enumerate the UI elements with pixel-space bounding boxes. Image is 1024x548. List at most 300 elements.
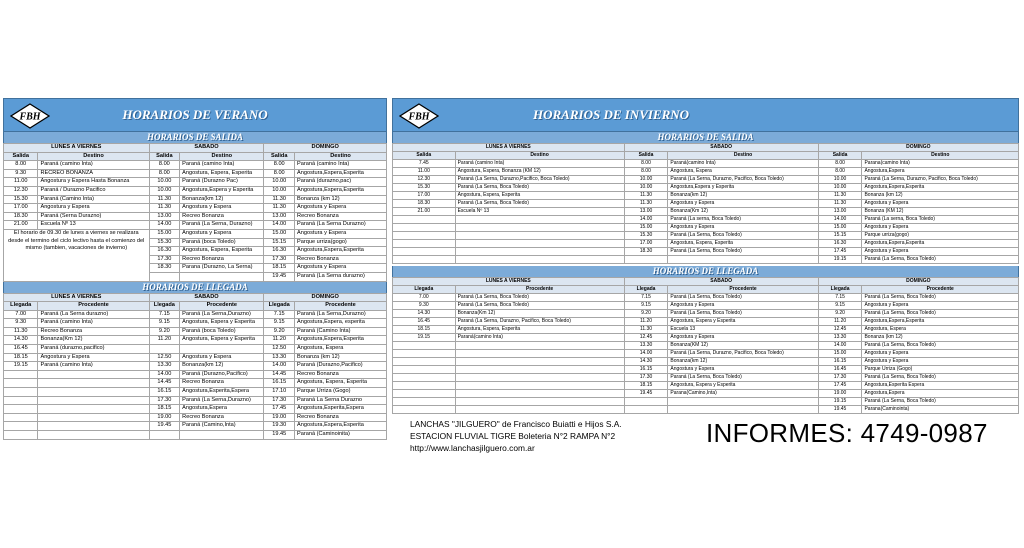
table-row [393,334,1019,342]
time-cell [624,406,668,414]
group-label: LUNES A VIERNES [393,144,625,152]
place-cell [455,382,624,390]
place-cell: Bonanza(km 12) [668,358,818,366]
time-cell: 14.00 [818,342,862,350]
invierno-llegada-table [392,277,1019,414]
place-cell: Angostura,Espera y Esperita [668,184,818,192]
table-row [4,405,387,414]
time-cell: 11.30 [264,195,295,204]
place-cell: Paraná (La Serna, Boca Toledo) [862,256,1019,264]
fbh-logo-icon [399,103,439,129]
column-header: Procedente [455,286,624,294]
time-cell: 7.15 [264,310,295,319]
place-cell: Parana(Caminointa) [862,406,1019,414]
table-row [393,224,1019,232]
place-cell: Angostura y Espera [180,229,264,238]
time-cell [149,431,180,440]
time-cell: 14.00 [149,221,180,230]
table-row [393,310,1019,318]
time-cell: 10.00 [624,176,668,184]
time-cell: 18.15 [4,353,38,362]
column-header: Salida [264,152,295,161]
place-cell: Parana (Durazno, La Serna) [180,264,264,273]
time-cell [393,342,456,350]
group-label: SABADO [149,144,264,153]
time-cell [393,240,456,248]
time-cell: 18.15 [624,382,668,390]
time-cell: 10.00 [149,178,180,187]
place-cell [455,366,624,374]
time-cell: 9.30 [4,319,38,328]
time-cell: 11.30 [624,326,668,334]
table-row [4,388,387,397]
place-cell: Paraná (La Serna, Boca Toledo) [668,248,818,256]
time-cell: 14.30 [624,358,668,366]
place-cell: Angostura y Espera [862,224,1019,232]
place-cell: Paraná (La Serna, Boca Toledo) [668,294,818,302]
time-cell: 19.45 [624,390,668,398]
place-cell: Angostura y Espera [180,353,264,362]
place-cell: Paraná (La Serna, Boca Toledo) [455,294,624,302]
column-header: Salida [624,152,668,160]
place-cell [455,374,624,382]
column-header: Llegada [818,286,862,294]
place-cell: Angostura,Espera [862,390,1019,398]
table-row [393,318,1019,326]
time-cell: 12.50 [149,353,180,362]
time-cell: 19.45 [818,406,862,414]
time-cell [393,358,456,366]
place-cell: Angostura,Esperita,Espera [180,388,264,397]
place-cell [455,256,624,264]
place-cell: Angostura,Espera,Esperita [295,336,387,345]
place-cell: Escuela Nº 13 [38,221,149,230]
time-cell [393,248,456,256]
place-cell: Angostura y Espera [295,264,387,273]
time-cell: 11.20 [624,318,668,326]
group-label: DOMINGO [264,144,387,153]
place-cell: Paraná (Durazno Pac) [180,178,264,187]
place-cell: Recreo Bonanza [180,212,264,221]
table-row [393,176,1019,184]
time-cell: 14.00 [624,350,668,358]
table-row [393,192,1019,200]
table-row [4,345,387,354]
place-cell: Recreo Bonanza [180,413,264,422]
place-cell: Recreo Bonanza [180,379,264,388]
time-cell [393,224,456,232]
time-cell: 13.00 [149,212,180,221]
time-cell [4,370,38,379]
time-cell [4,413,38,422]
schedule-body [393,294,1019,414]
place-cell: Bonanza (km 12) [295,353,387,362]
time-cell: 19.30 [264,422,295,431]
table-row [393,374,1019,382]
time-cell: 19.15 [4,362,38,371]
informes-phone: INFORMES: 4749-0987 [706,418,988,448]
group-label: LUNES A VIERNES [393,278,625,286]
place-cell [455,350,624,358]
place-cell: Angostura, Espera, Esperita [180,247,264,256]
invierno-llegada-header: HORARIOS DE LLEGADA [392,266,1019,277]
place-cell: Paraná (camino Inta) [38,362,149,371]
time-cell: 13.00 [624,208,668,216]
place-cell [38,413,149,422]
time-cell: 7.00 [393,294,456,302]
time-cell [393,366,456,374]
time-cell: 19.15 [818,256,862,264]
table-row [393,240,1019,248]
time-cell [4,431,38,440]
place-cell: Paraná (La Serna, Boca Toledo) [862,374,1019,382]
place-cell [38,396,149,405]
place-cell: Paraná (camino Inta) [295,161,387,170]
table-row [4,204,387,213]
place-cell: Angostura,Espera,Esperita [862,184,1019,192]
svg-text:FBH: FBH [408,111,430,123]
time-cell: 14.00 [624,216,668,224]
place-cell [455,216,624,224]
place-cell [455,240,624,248]
place-cell [668,406,818,414]
column-header: Salida [4,152,38,161]
time-cell [393,256,456,264]
column-header: Llegada [393,286,456,294]
place-cell: Recreo Bonanza [295,255,387,264]
time-cell: 14.45 [149,379,180,388]
place-cell: Paraná (La Serna, Boca Toledo) [862,398,1019,406]
place-cell: Angostura, Espera, Esperita [668,240,818,248]
place-cell: Paraná (La Serna, Boca Toledo) [455,184,624,192]
time-cell: 13.30 [818,334,862,342]
place-cell: Parana(Camino,Inta) [668,390,818,398]
table-row [393,168,1019,176]
place-cell [38,422,149,431]
place-cell: Angostura y Espera [180,204,264,213]
time-cell: 13.30 [624,342,668,350]
place-cell: Paraná (Caminoinita) [295,431,387,440]
column-header: Procedente [38,302,149,311]
table-row [4,431,387,440]
place-cell: Angostura y Espera [862,302,1019,310]
table-row [393,406,1019,414]
place-cell: Angostura, Espera [295,345,387,354]
table-row [393,366,1019,374]
place-cell: Paraná (boca Toledo) [180,327,264,336]
time-cell: 14.00 [149,370,180,379]
place-cell: Parque urriza(gogo) [295,238,387,247]
place-cell: Paraná (boca Toledo) [180,238,264,247]
time-cell: 12.45 [818,326,862,334]
place-cell: Angostura, Espera y Esperita [668,318,818,326]
time-cell: 15.00 [264,229,295,238]
place-cell: Bonanza(km 12) [180,195,264,204]
place-cell: Parque urriza(gogo) [862,232,1019,240]
table-row [393,216,1019,224]
time-cell: 19.45 [264,431,295,440]
place-cell: RECREO BONANZA [38,169,149,178]
time-cell: 11.30 [149,195,180,204]
time-cell: 17.30 [264,396,295,405]
time-cell: 9.15 [624,302,668,310]
table-row [393,200,1019,208]
place-cell: Angostura, Espera y Esperita [180,319,264,328]
table-row [4,422,387,431]
time-cell: 8.00 [4,161,38,170]
place-cell: Paraná (La Serna, Boca Toledo) [862,342,1019,350]
schedule-body [4,310,387,439]
time-cell: 19.00 [818,390,862,398]
table-row [393,232,1019,240]
place-cell: Paraná (Durazno,Pacifico) [180,370,264,379]
time-cell: 9.30 [4,169,38,178]
company-name: LANCHAS "JILGUERO" de Francisco Buiatti e Hijos S.A. [410,419,622,429]
time-cell [4,379,38,388]
place-cell: Angostura,Espera,Esperita [862,318,1019,326]
time-cell: 14.00 [264,362,295,371]
table-row [4,362,387,371]
time-cell: 16.15 [264,379,295,388]
place-cell: Paraná (La Serna, Boca Toledo) [668,310,818,318]
time-cell: 8.00 [818,160,862,168]
invierno-panel [392,98,1019,414]
time-cell: 11.30 [149,204,180,213]
column-header: Procedente [180,302,264,311]
table-row [393,160,1019,168]
table-row [393,398,1019,406]
place-cell [455,248,624,256]
column-header: Salida [818,152,862,160]
place-cell: Paraná (La Serna, Durazno) [180,221,264,230]
column-header: Salida [149,152,180,161]
time-cell: 13.30 [264,353,295,362]
time-cell: 16.15 [624,366,668,374]
place-cell: Angostura,Espera,Esperita [295,247,387,256]
place-cell: Angostura y Espera [38,204,149,213]
place-cell: Bonanza (km 12) [295,195,387,204]
time-cell: 18.15 [149,405,180,414]
time-cell: 9.20 [624,310,668,318]
place-cell [180,345,264,354]
place-cell [455,342,624,350]
place-cell: Angostura,Espera [862,168,1019,176]
place-cell: Paraná (camino Inta) [180,161,264,170]
time-cell: 11.20 [149,336,180,345]
place-cell: Recreo Bonanza [295,212,387,221]
place-cell: Angostura y Espera [295,204,387,213]
time-cell [393,232,456,240]
time-cell: 8.00 [818,168,862,176]
table-row [393,342,1019,350]
time-cell: 16.15 [149,388,180,397]
website-link[interactable]: http://www.lanchasjilguero.com.ar [410,443,535,453]
time-cell: 17.30 [264,255,295,264]
time-cell: 10.00 [149,186,180,195]
time-cell: 11.30 [624,200,668,208]
company-info [410,418,690,454]
column-header: Destino [38,152,149,161]
place-cell: Recreo Bonanza [180,255,264,264]
table-row [393,390,1019,398]
place-cell: Paraná (camino Inta) [455,160,624,168]
place-cell: Paraná (La Serna, Boca Toledo) [668,232,818,240]
time-cell: 11.20 [818,318,862,326]
verano-banner [3,98,387,132]
place-cell: Paraná(camino Inta) [668,160,818,168]
table-row [4,229,387,238]
place-cell: Angostura, Espera y Esperita [668,382,818,390]
place-cell: Angostura, Espera, Esperita [455,326,624,334]
time-cell: 16.45 [4,345,38,354]
place-cell: Paraná (La Serna, Durazno, Pacifico, Boca Toledo) [862,176,1019,184]
invierno-banner [392,98,1019,132]
time-cell: 17.45 [818,382,862,390]
time-cell: 16.15 [818,358,862,366]
time-cell: 17.30 [149,396,180,405]
time-cell: 14.00 [818,216,862,224]
place-cell: Parque Urriza (Gogo) [295,388,387,397]
time-cell [149,345,180,354]
group-label: DOMINGO [264,293,387,302]
time-cell: 11.20 [264,336,295,345]
place-cell: Angostura y Espera [295,229,387,238]
time-cell: 15.00 [624,224,668,232]
place-cell: Angostura, Espera, Esperita [455,192,624,200]
place-cell: Paraná (La Serna, Boca Toledo) [862,310,1019,318]
time-cell: 9.30 [393,302,456,310]
time-cell: 15.00 [818,224,862,232]
time-cell [393,374,456,382]
place-cell: Paraná (La Serna Durazno) [295,221,387,230]
time-cell [393,382,456,390]
table-row [4,336,387,345]
place-cell: Paraná (La Serna, Durazno, Pacifico, Boca Toledo) [668,350,818,358]
place-cell: Angostura y Espera [668,366,818,374]
place-cell: Bonanza(KM 12) [668,342,818,350]
group-label: SABADO [624,278,818,286]
time-cell [4,388,38,397]
table-row [4,379,387,388]
place-cell: Angostura y Espera [38,353,149,362]
place-cell: Paraná (La Serna, Durazno, Pacifico, Boca Toledo) [455,318,624,326]
time-cell: 15.15 [818,232,862,240]
time-cell [624,398,668,406]
place-cell: Recreo Bonanza [295,370,387,379]
verano-llegada-header: HORARIOS DE LLEGADA [3,282,387,293]
place-cell: Paraná(camino Inta) [455,334,624,342]
column-header: Procedente [668,286,818,294]
time-cell: 14.00 [264,221,295,230]
invierno-salida-header: HORARIOS DE SALIDA [392,132,1019,143]
time-cell: 18.30 [393,200,456,208]
verano-panel [3,98,387,440]
place-cell: Angostura,Espera,Esperita [862,240,1019,248]
place-cell: Bonanza(Km 12) [455,310,624,318]
place-cell: Paraná (Serna Durazno) [38,212,149,221]
time-cell: 17.45 [264,405,295,414]
place-cell: Angostura,Esperita,Espera [295,405,387,414]
table-row [393,184,1019,192]
place-cell: Paraná (camino Inta) [38,319,149,328]
place-cell: Angostura,Espera,Esperita [295,169,387,178]
place-cell [180,272,264,281]
verano-salida-header: HORARIOS DE SALIDA [3,132,387,143]
place-cell: Paraná La Serna Durazno [295,396,387,405]
time-cell: 16.45 [818,366,862,374]
time-cell [393,216,456,224]
time-cell: 19.00 [149,413,180,422]
column-header: Destino [455,152,624,160]
svg-text:FBH: FBH [19,111,41,123]
time-cell: 18.30 [624,248,668,256]
place-cell: Paraná (camino Inta) [38,161,149,170]
column-header: Destino [668,152,818,160]
time-cell: 9.15 [264,319,295,328]
time-cell: 8.00 [624,160,668,168]
time-cell: 11.30 [624,192,668,200]
place-cell [455,398,624,406]
place-cell: Paraná (Camino,Inta) [180,422,264,431]
group-label: LUNES A VIERNES [4,293,150,302]
time-cell: 19.45 [264,272,295,281]
place-cell [38,370,149,379]
place-cell: Bonanza (km 12) [862,334,1019,342]
time-cell: 15.30 [149,238,180,247]
group-label: DOMINGO [818,144,1018,152]
time-cell: 13.00 [818,208,862,216]
time-cell: 17.30 [818,374,862,382]
time-cell: 14.30 [393,310,456,318]
place-cell: Paraná (La serna, Boca Toledo) [668,216,818,224]
column-header: Llegada [149,302,180,311]
schedule-body [4,161,387,281]
time-cell: 12.30 [393,176,456,184]
time-cell: 21.00 [4,221,38,230]
place-cell [668,398,818,406]
place-cell: Parana(camino Inta) [862,160,1019,168]
place-cell: Angostura y Espera [862,248,1019,256]
time-cell [393,390,456,398]
table-row [4,413,387,422]
time-cell: 11.30 [264,204,295,213]
time-cell: 8.00 [264,161,295,170]
table-row [393,326,1019,334]
time-cell: 17.30 [149,255,180,264]
place-cell: Paraná (Durazno,Pacifico) [295,362,387,371]
time-cell [4,405,38,414]
place-cell [455,232,624,240]
table-row [4,310,387,319]
place-cell: Angostura y Espera [862,200,1019,208]
place-cell: Paraná (La Serna, Boca Toledo) [668,374,818,382]
place-cell: Paraná (Camino Inta) [38,195,149,204]
time-cell: 15.30 [393,184,456,192]
time-cell: 9.20 [149,327,180,336]
time-cell: 7.15 [149,310,180,319]
place-cell: Bonanza(km 12) [180,362,264,371]
time-cell: 12.30 [4,186,38,195]
time-cell: 10.00 [818,176,862,184]
schedule-body [393,160,1019,264]
place-cell: Angostura,Espera y Esperita [180,186,264,195]
group-label: LUNES A VIERNES [4,144,150,153]
place-cell: Angostura y Espera [668,224,818,232]
column-header: Destino [862,152,1019,160]
place-cell: Bonanza(Km 12) [668,208,818,216]
column-header: Destino [295,152,387,161]
place-cell: Bonanza (KM 12) [862,208,1019,216]
